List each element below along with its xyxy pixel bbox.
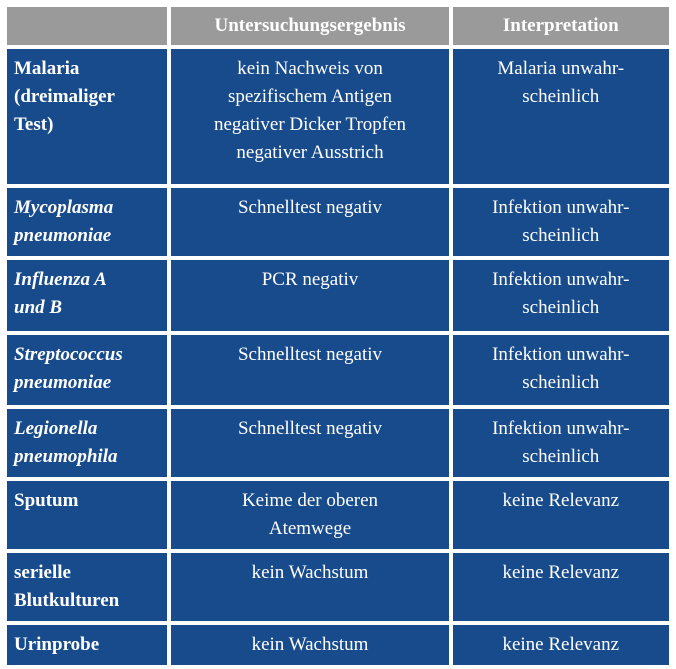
findings-table xyxy=(3,3,673,669)
row-result-cell: Schnelltest negativ xyxy=(171,335,448,405)
header-corner-cell xyxy=(7,7,167,45)
row-name-cell: Legionella pneumophila xyxy=(7,409,167,477)
row-name-cell: Malaria (dreimaliger Test) xyxy=(7,49,167,184)
row-result-cell: PCR negativ xyxy=(171,260,448,331)
table-row xyxy=(7,481,669,549)
row-interpretation-cell: keine Relevanz xyxy=(453,625,669,665)
header-result: Untersuchungsergebnis xyxy=(171,7,448,45)
header-interpretation: Interpretation xyxy=(453,7,669,45)
table-row xyxy=(7,553,669,621)
row-result-cell: kein Wachstum xyxy=(171,553,448,621)
row-interpretation-cell: Infektion unwahr- scheinlich xyxy=(453,409,669,477)
table-row xyxy=(7,260,669,331)
table-row xyxy=(7,625,669,665)
row-name-cell: Sputum xyxy=(7,481,167,549)
row-result-cell: kein Nachweis von spezifischem Antigen negativer Dicker Tropfen negativer Ausstrich xyxy=(171,49,448,184)
row-result-cell: Keime der oberen Atemwege xyxy=(171,481,448,549)
row-name-cell: serielle Blutkulturen xyxy=(7,553,167,621)
row-result-cell: kein Wachstum xyxy=(171,625,448,665)
header-row xyxy=(7,7,669,45)
table-row xyxy=(7,188,669,256)
row-interpretation-cell: keine Relevanz xyxy=(453,553,669,621)
row-interpretation-cell: keine Relevanz xyxy=(453,481,669,549)
table-row xyxy=(7,335,669,405)
row-name-cell: Influenza A und B xyxy=(7,260,167,331)
table-row xyxy=(7,49,669,184)
row-name-cell: Streptococcus pneumoniae xyxy=(7,335,167,405)
row-result-cell: Schnelltest negativ xyxy=(171,188,448,256)
row-name-cell: Mycoplasma pneumoniae xyxy=(7,188,167,256)
row-interpretation-cell: Infektion unwahr- scheinlich xyxy=(453,335,669,405)
row-interpretation-cell: Infektion unwahr- scheinlich xyxy=(453,188,669,256)
table-row xyxy=(7,409,669,477)
row-interpretation-cell: Infektion unwahr- scheinlich xyxy=(453,260,669,331)
row-name-cell: Urinprobe xyxy=(7,625,167,665)
row-interpretation-cell: Malaria unwahr- scheinlich xyxy=(453,49,669,184)
row-result-cell: Schnelltest negativ xyxy=(171,409,448,477)
